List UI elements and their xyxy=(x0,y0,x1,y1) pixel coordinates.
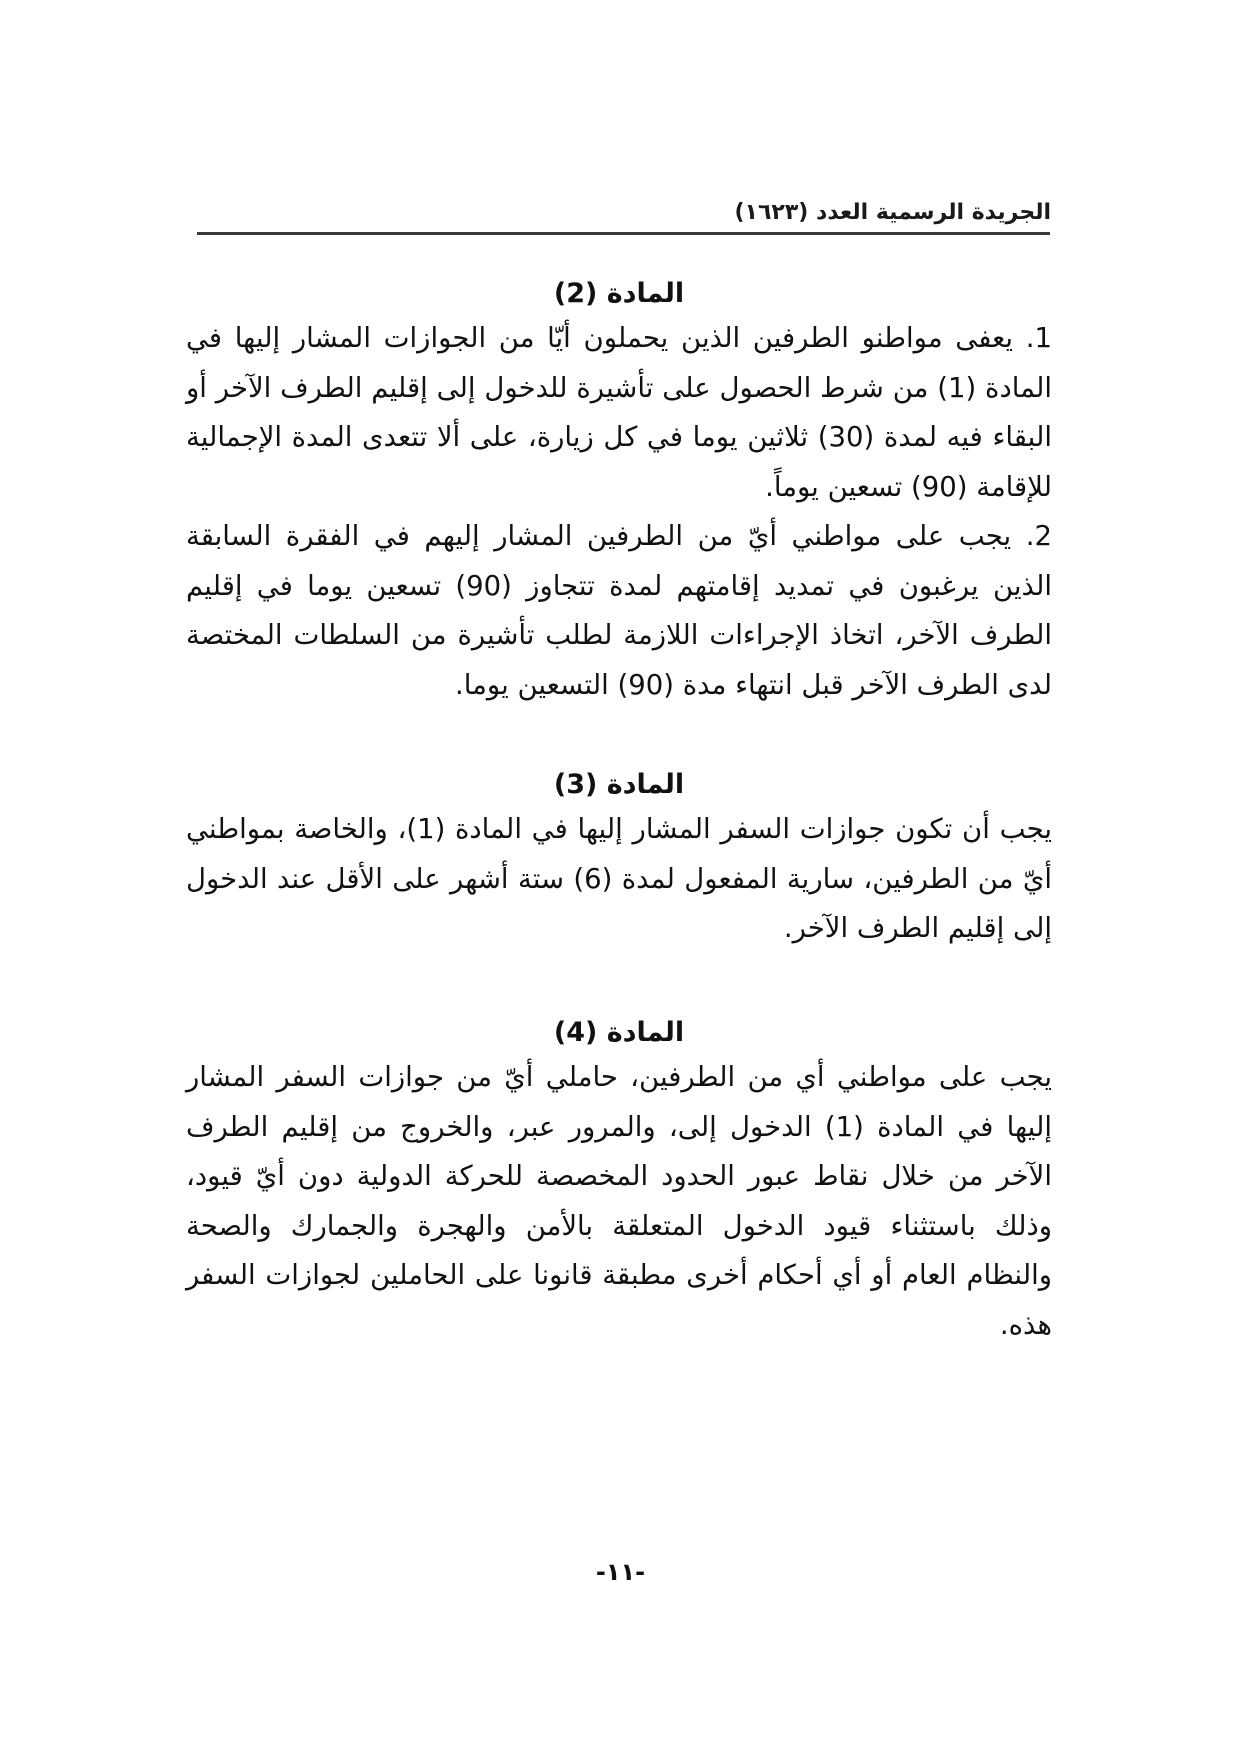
article-paragraph: يجب على مواطني أي من الطرفين، حاملي أيّ من جوازات السفر المشار إليها في المادة (1) الدخول إلى، والمرور عبر، والخروج من إقليم الطرف الآخر من خلال نقاط عبور الحدود المخصصة للحركة الدولية دون أيّ قيود، وذلك باستثناء قيود الدخول المتعلقة بالأمن والهجرة والجمارك والصحة والنظام العام أو أي أحكام أخرى مطبقة قانونا على الحاملين لجوازات السفر هذه. xyxy=(186,1061,1052,1341)
article-2 xyxy=(186,274,1052,710)
article-paragraph: 1. يعفى مواطنو الطرفين الذين يحملون أيّا من الجوازات المشار إليها في المادة (1) من شرط الحصول على تأشيرة للدخول إلى إقليم الطرف الآخر أو البقاء فيه لمدة (30) ثلاثين يوما في كل زيارة، على ألا تتعدى المدة الإجمالية للإقامة (90) تسعين يوماً. xyxy=(186,322,1052,503)
article-paragraph: 2. يجب على مواطني أيّ من الطرفين المشار إليهم في الفقرة السابقة الذين يرغبون في تمديد إقامتهم لمدة تتجاوز (90) تسعين يوما في إقليم الطرف الآخر، اتخاذ الإجراءات اللازمة لطلب تأشيرة من السلطات المختصة لدى الطرف الآخر قبل انتهاء مدة (90) التسعين يوما. xyxy=(186,520,1052,701)
page-number: -١١- xyxy=(595,1558,646,1586)
article-title: المادة (2) xyxy=(553,278,685,309)
article-body xyxy=(186,805,1052,954)
article-4 xyxy=(186,1013,1052,1350)
article-title: المادة (3) xyxy=(553,769,685,800)
article-body xyxy=(186,314,1052,710)
article-3 xyxy=(186,765,1052,954)
article-paragraph: يجب أن تكون جوازات السفر المشار إليها في المادة (1)، والخاصة بمواطني أيّ من الطرفين، سارية المفعول لمدة (6) ستة أشهر على الأقل عند الدخول إلى إقليم الطرف الآخر. xyxy=(186,813,1053,944)
article-title: المادة (4) xyxy=(553,1017,685,1048)
article-body xyxy=(186,1053,1052,1350)
running-header: الجريدة الرسمية العدد (١٦٢٣) xyxy=(734,200,1051,225)
header-divider xyxy=(197,232,1050,235)
